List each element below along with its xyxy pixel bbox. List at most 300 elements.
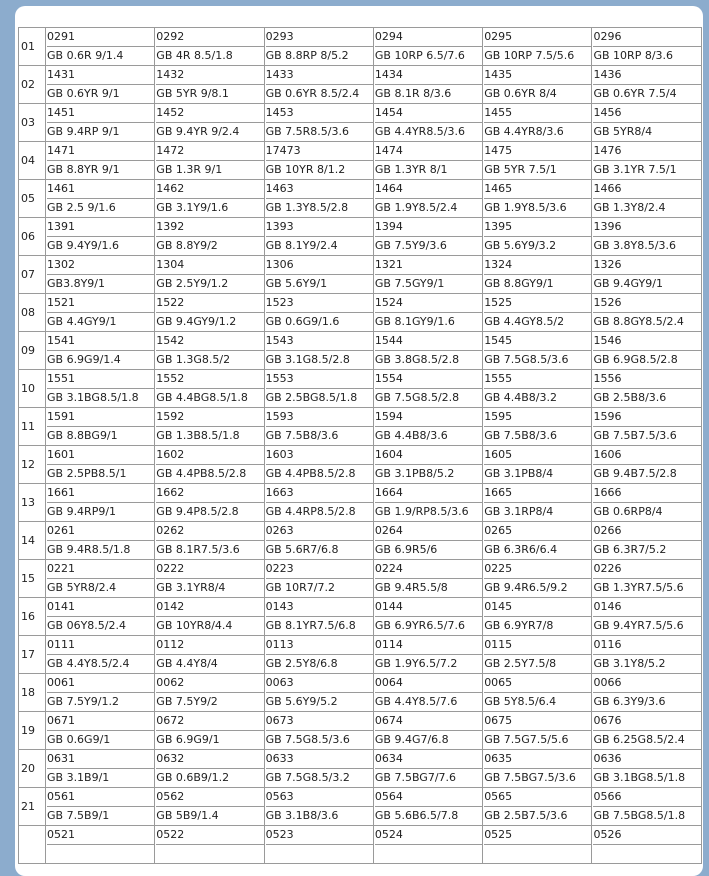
color-cell: [46, 712, 155, 750]
gb-color-spec: GB 8.1R7.5/3.6: [156, 543, 240, 556]
color-cell: [264, 370, 373, 408]
table-row: [19, 522, 702, 560]
color-cell: [46, 826, 155, 864]
gb-color-spec: GB 6.9G8.5/2.8: [593, 353, 678, 366]
color-cell: [155, 636, 264, 674]
color-number: 1306: [266, 256, 373, 275]
gb-color-spec: GB 0.6RP8/4: [593, 505, 663, 518]
color-cell: [155, 712, 264, 750]
gb-color-spec: GB 0.6YR 8.5/2.4: [265, 87, 360, 100]
gb-color-spec: [47, 845, 154, 863]
gb-color-spec: GB 8.1GY9/1.6: [374, 315, 455, 328]
color-cell: [264, 446, 373, 484]
color-number: 1304: [156, 256, 263, 275]
table-row: [19, 446, 702, 484]
color-cell: [483, 826, 592, 864]
content-panel: [15, 6, 703, 876]
color-cell: [592, 28, 701, 66]
gb-color-spec: GB 9.4RP 9/1: [47, 125, 120, 138]
color-cell: [592, 332, 701, 370]
row-number: 03: [19, 104, 46, 142]
color-number: 0676: [593, 712, 700, 731]
color-cell: [483, 370, 592, 408]
color-number: 0292: [156, 28, 263, 47]
row-number: 20: [19, 750, 46, 788]
color-number: 1524: [375, 294, 482, 313]
color-number: 1603: [266, 446, 373, 465]
gb-color-spec: GB 3.1B9/1: [47, 771, 110, 784]
color-cell: [46, 370, 155, 408]
color-cell: [373, 674, 482, 712]
color-number: 0065: [484, 674, 591, 693]
gb-color-spec: GB 3.1RP8/4: [484, 505, 554, 518]
color-cell: [373, 484, 482, 522]
gb-color-spec: GB 9.4B7.5/2.8: [593, 467, 677, 480]
gb-color-spec: GB 5.6B6.5/7.8: [374, 809, 459, 822]
color-number: 1665: [484, 484, 591, 503]
color-number: 1526: [593, 294, 700, 313]
gb-color-spec: GB 4R 8.5/1.8: [156, 49, 233, 62]
gb-color-spec: GB 10RP 8/3.6: [593, 49, 674, 62]
color-cell: [483, 180, 592, 218]
color-number: 1464: [375, 180, 482, 199]
color-number: 0526: [593, 826, 700, 845]
color-cell: [373, 104, 482, 142]
row-number: 16: [19, 598, 46, 636]
color-cell: [483, 218, 592, 256]
color-number: 1436: [593, 66, 700, 85]
color-number: 1545: [484, 332, 591, 351]
table-row: [19, 180, 702, 218]
gb-color-spec: GB 3.1Y8/5.2: [593, 657, 666, 670]
color-number: 1525: [484, 294, 591, 313]
color-cell: [373, 788, 482, 826]
gb-color-spec: GB 10RP 7.5/5.6: [484, 49, 575, 62]
color-number: 0142: [156, 598, 263, 617]
gb-color-spec: GB 6.9G9/1: [156, 733, 220, 746]
color-number: 0522: [156, 826, 263, 845]
color-number: 0225: [484, 560, 591, 579]
gb-color-spec: GB 6.9G9/1.4: [47, 353, 121, 366]
gb-color-spec: GB 8.1YR7.5/6.8: [265, 619, 356, 632]
color-cell: [46, 788, 155, 826]
color-number: 1435: [484, 66, 591, 85]
color-number: 0224: [375, 560, 482, 579]
color-cell: [46, 598, 155, 636]
color-number: 0222: [156, 560, 263, 579]
table-row: [19, 674, 702, 712]
color-cell: [46, 560, 155, 598]
gb-color-spec: GB 4.4BG8.5/1.8: [156, 391, 248, 404]
color-number: 1466: [593, 180, 700, 199]
color-number: 1543: [266, 332, 373, 351]
color-number: 0112: [156, 636, 263, 655]
color-cell: [155, 180, 264, 218]
table-row: [19, 218, 702, 256]
row-number: 04: [19, 142, 46, 180]
table-row: [19, 712, 702, 750]
color-cell: [483, 674, 592, 712]
gb-color-spec: GB 1.3G8.5/2: [156, 353, 231, 366]
gb-color-spec: GB 0.6B9/1.2: [156, 771, 230, 784]
color-cell: [155, 750, 264, 788]
table-row: [19, 826, 702, 864]
gb-color-spec: GB 1.3R 9/1: [156, 163, 223, 176]
color-number: 0633: [266, 750, 373, 769]
gb-color-spec: GB 6.3R7/5.2: [593, 543, 667, 556]
gb-color-spec: GB 8.1R 8/3.6: [374, 87, 452, 100]
color-number: 1552: [156, 370, 263, 389]
color-number: 1455: [484, 104, 591, 123]
color-number: 1605: [484, 446, 591, 465]
color-cell: [155, 218, 264, 256]
color-cell: [592, 408, 701, 446]
gb-color-spec: GB 6.9YR6.5/7.6: [374, 619, 466, 632]
color-cell: [264, 180, 373, 218]
gb-color-spec: GB 7.5B7.5/3.6: [593, 429, 677, 442]
color-cell: [264, 598, 373, 636]
color-number: 1391: [47, 218, 154, 237]
gb-color-spec: GB 4.4B8/3.6: [374, 429, 448, 442]
gb-color-spec: GB 0.6YR 7.5/4: [593, 87, 677, 100]
color-number: 1302: [47, 256, 154, 275]
gb-color-spec: GB 7.5BG7.5/3.6: [484, 771, 576, 784]
gb-color-spec: GB3.8Y9/1: [47, 277, 105, 290]
row-number: 10: [19, 370, 46, 408]
gb-color-spec: GB 0.6G9/1.6: [265, 315, 340, 328]
color-cell: [155, 332, 264, 370]
color-number: 0116: [593, 636, 700, 655]
color-number: 0066: [593, 674, 700, 693]
color-number: 1592: [156, 408, 263, 427]
color-number: 0113: [266, 636, 373, 655]
color-number: 1556: [593, 370, 700, 389]
color-cell: [46, 446, 155, 484]
color-cell: [483, 636, 592, 674]
color-cell: [373, 598, 482, 636]
color-number: 1541: [47, 332, 154, 351]
color-cell: [155, 560, 264, 598]
color-number: 1601: [47, 446, 154, 465]
gb-color-spec: GB 8.8YR 9/1: [47, 163, 120, 176]
color-number: 17473: [266, 142, 373, 161]
color-number: 0291: [47, 28, 154, 47]
color-number: 1326: [593, 256, 700, 275]
color-cell: [483, 750, 592, 788]
color-cell: [264, 674, 373, 712]
color-number: 1596: [593, 408, 700, 427]
gb-color-spec: [593, 845, 700, 863]
color-cell: [592, 636, 701, 674]
color-number: 0263: [266, 522, 373, 541]
gb-color-spec: GB 3.8G8.5/2.8: [374, 353, 460, 366]
color-cell: [264, 560, 373, 598]
table-row: [19, 332, 702, 370]
color-number: 0524: [375, 826, 482, 845]
color-cell: [264, 256, 373, 294]
color-cell: [155, 294, 264, 332]
color-cell: [592, 750, 701, 788]
color-number: 1551: [47, 370, 154, 389]
gb-color-spec: GB 9.4GY9/1.2: [156, 315, 237, 328]
color-cell: [483, 712, 592, 750]
color-cell: [373, 218, 482, 256]
gb-color-spec: GB 3.8Y8.5/3.6: [593, 239, 676, 252]
color-cell: [46, 28, 155, 66]
row-number: 06: [19, 218, 46, 256]
color-cell: [592, 484, 701, 522]
color-cell: [264, 28, 373, 66]
color-number: 1604: [375, 446, 482, 465]
color-number: 1555: [484, 370, 591, 389]
color-code-table: [18, 27, 702, 864]
color-number: 0631: [47, 750, 154, 769]
row-number: 01: [19, 28, 46, 66]
gb-color-spec: GB 5YR 9/8.1: [156, 87, 229, 100]
table-row: [19, 484, 702, 522]
gb-color-spec: GB 2.5B8/3.6: [593, 391, 667, 404]
gb-color-spec: GB 7.5Y9/3.6: [374, 239, 447, 252]
gb-color-spec: GB 8.8GY9/1: [484, 277, 554, 290]
color-number: 0266: [593, 522, 700, 541]
color-number: 0115: [484, 636, 591, 655]
color-cell: [373, 826, 482, 864]
color-cell: [373, 332, 482, 370]
color-number: 0672: [156, 712, 263, 731]
gb-color-spec: GB 1.9Y8.5/2.4: [374, 201, 458, 214]
gb-color-spec: GB 7.5BG8.5/1.8: [593, 809, 686, 822]
color-cell: [592, 446, 701, 484]
table-row: [19, 104, 702, 142]
color-cell: [483, 28, 592, 66]
color-cell: [373, 750, 482, 788]
color-cell: [46, 66, 155, 104]
color-cell: [264, 66, 373, 104]
gb-color-spec: GB 7.5GY9/1: [374, 277, 445, 290]
color-cell: [373, 370, 482, 408]
gb-color-spec: GB 5YR8/4: [593, 125, 653, 138]
color-number: 1476: [593, 142, 700, 161]
gb-color-spec: GB 10YR 8/1.2: [265, 163, 346, 176]
gb-color-spec: GB 9.4P8.5/2.8: [156, 505, 239, 518]
color-cell: [483, 66, 592, 104]
gb-color-spec: GB 8.8GY8.5/2.4: [593, 315, 684, 328]
color-cell: [483, 408, 592, 446]
color-number: 0671: [47, 712, 154, 731]
color-number: 1591: [47, 408, 154, 427]
table-row: [19, 788, 702, 826]
gb-color-spec: GB 1.9Y8.5/3.6: [484, 201, 567, 214]
gb-color-spec: [266, 845, 373, 863]
gb-color-spec: GB 4.4YR8.5/3.6: [374, 125, 466, 138]
color-cell: [264, 408, 373, 446]
color-number: 1321: [375, 256, 482, 275]
gb-color-spec: GB 4.4PB8.5/2.8: [156, 467, 247, 480]
color-cell: [592, 712, 701, 750]
gb-color-spec: GB 8.8Y9/2: [156, 239, 218, 252]
color-number: 0062: [156, 674, 263, 693]
table-row: [19, 142, 702, 180]
color-cell: [592, 826, 701, 864]
color-cell: [46, 750, 155, 788]
color-number: 0146: [593, 598, 700, 617]
row-number: 02: [19, 66, 46, 104]
gb-color-spec: GB 9.4R6.5/9.2: [484, 581, 568, 594]
gb-color-spec: GB 4.4PB8.5/2.8: [265, 467, 356, 480]
gb-color-spec: [156, 845, 263, 863]
gb-color-spec: GB 5YR8/2.4: [47, 581, 117, 594]
gb-color-spec: GB 1.9/RP8.5/3.6: [374, 505, 469, 518]
color-number: 1663: [266, 484, 373, 503]
color-number: 0141: [47, 598, 154, 617]
gb-color-spec: GB 10YR8/4.4: [156, 619, 233, 632]
gb-color-spec: GB 4.4RP8.5/2.8: [265, 505, 356, 518]
color-number: 0525: [484, 826, 591, 845]
color-number: 1546: [593, 332, 700, 351]
color-number: 0144: [375, 598, 482, 617]
color-cell: [264, 484, 373, 522]
gb-color-spec: GB 5YR 7.5/1: [484, 163, 557, 176]
color-cell: [264, 104, 373, 142]
gb-color-spec: GB 1.9Y6.5/7.2: [374, 657, 458, 670]
color-number: 0562: [156, 788, 263, 807]
gb-color-spec: GB 1.3YR7.5/5.6: [593, 581, 684, 594]
gb-color-spec: GB 3.1BG8.5/1.8: [593, 771, 686, 784]
color-number: 0261: [47, 522, 154, 541]
gb-color-spec: GB 2.5Y7.5/8: [484, 657, 557, 670]
color-cell: [483, 598, 592, 636]
color-cell: [373, 294, 482, 332]
color-cell: [483, 446, 592, 484]
color-cell: [483, 294, 592, 332]
color-cell: [592, 598, 701, 636]
color-number: 1453: [266, 104, 373, 123]
color-number: 1522: [156, 294, 263, 313]
gb-color-spec: GB 0.6YR 8/4: [484, 87, 557, 100]
color-number: 1431: [47, 66, 154, 85]
gb-color-spec: GB 0.6YR 9/1: [47, 87, 120, 100]
gb-color-spec: GB 9.4R8.5/1.8: [47, 543, 131, 556]
color-cell: [264, 332, 373, 370]
table-row: [19, 28, 702, 66]
color-number: 1554: [375, 370, 482, 389]
color-cell: [46, 142, 155, 180]
row-number: 08: [19, 294, 46, 332]
table-row: [19, 66, 702, 104]
gb-color-spec: GB 8.8RP 8/5.2: [265, 49, 349, 62]
table-row: [19, 750, 702, 788]
gb-color-spec: GB 7.5Y9/1.2: [47, 695, 119, 708]
gb-color-spec: GB 4.4Y8/4: [156, 657, 218, 670]
color-number: 0675: [484, 712, 591, 731]
gb-color-spec: GB 6.9YR7/8: [484, 619, 554, 632]
row-number: 13: [19, 484, 46, 522]
table-row: [19, 370, 702, 408]
color-cell: [155, 370, 264, 408]
color-cell: [155, 408, 264, 446]
gb-color-spec: GB 3.1G8.5/2.8: [265, 353, 350, 366]
gb-color-spec: GB 3.1PB8/5.2: [374, 467, 455, 480]
color-number: 1662: [156, 484, 263, 503]
gb-color-spec: GB 0.6G9/1: [47, 733, 111, 746]
color-cell: [264, 142, 373, 180]
color-cell: [264, 826, 373, 864]
gb-color-spec: GB 7.5G7.5/5.6: [484, 733, 569, 746]
gb-color-spec: GB 2.5Y9/1.2: [156, 277, 229, 290]
color-cell: [46, 522, 155, 560]
color-number: 1392: [156, 218, 263, 237]
color-cell: [592, 560, 701, 598]
gb-color-spec: GB 2.5Y8/6.8: [265, 657, 338, 670]
gb-color-spec: GB 06Y8.5/2.4: [47, 619, 126, 632]
color-number: 0143: [266, 598, 373, 617]
color-cell: [483, 142, 592, 180]
color-number: 0635: [484, 750, 591, 769]
gb-color-spec: GB 2.5B7.5/3.6: [484, 809, 568, 822]
gb-color-spec: GB 8.1Y9/2.4: [265, 239, 338, 252]
color-cell: [264, 750, 373, 788]
color-cell: [592, 104, 701, 142]
color-cell: [373, 522, 482, 560]
color-number: 0634: [375, 750, 482, 769]
color-number: 0064: [375, 674, 482, 693]
gb-color-spec: GB 5.6Y9/5.2: [265, 695, 338, 708]
row-number: 12: [19, 446, 46, 484]
color-number: 0223: [266, 560, 373, 579]
color-cell: [373, 560, 482, 598]
gb-color-spec: GB 0.6R 9/1.4: [47, 49, 124, 62]
color-number: 0566: [593, 788, 700, 807]
gb-color-spec: GB 4.4Y8.5/2.4: [47, 657, 130, 670]
color-cell: [46, 218, 155, 256]
color-cell: [483, 484, 592, 522]
color-cell: [483, 256, 592, 294]
color-number: 0226: [593, 560, 700, 579]
table-row: [19, 408, 702, 446]
row-number: 15: [19, 560, 46, 598]
color-cell: [46, 256, 155, 294]
color-cell: [592, 294, 701, 332]
color-number: 1452: [156, 104, 263, 123]
color-cell: [155, 104, 264, 142]
color-number: 0296: [593, 28, 700, 47]
gb-color-spec: GB 7.5B9/1: [47, 809, 110, 822]
color-cell: [264, 712, 373, 750]
color-number: 0565: [484, 788, 591, 807]
color-cell: [155, 28, 264, 66]
gb-color-spec: GB 9.4RP9/1: [47, 505, 117, 518]
gb-color-spec: GB 9.4Y9/1.6: [47, 239, 119, 252]
gb-color-spec: GB 6.9R5/6: [374, 543, 438, 556]
color-cell: [373, 636, 482, 674]
color-cell: [373, 28, 482, 66]
color-cell: [483, 332, 592, 370]
color-number: 1661: [47, 484, 154, 503]
row-number: 07: [19, 256, 46, 294]
color-number: 1472: [156, 142, 263, 161]
color-number: 0295: [484, 28, 591, 47]
color-number: 0563: [266, 788, 373, 807]
gb-color-spec: GB 3.1PB8/4: [484, 467, 554, 480]
gb-color-spec: GB 5B9/1.4: [156, 809, 219, 822]
color-cell: [46, 180, 155, 218]
gb-color-spec: GB 8.8BG9/1: [47, 429, 118, 442]
color-number: 0523: [266, 826, 373, 845]
color-cell: [264, 218, 373, 256]
color-code-table-body: [19, 28, 702, 864]
gb-color-spec: GB 2.5BG8.5/1.8: [265, 391, 358, 404]
color-number: 1542: [156, 332, 263, 351]
